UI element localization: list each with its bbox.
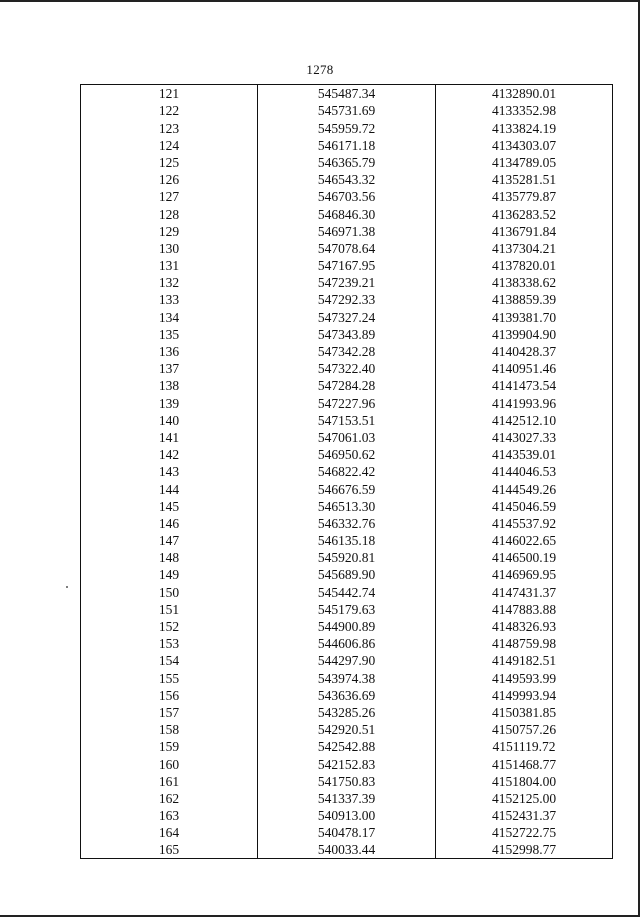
y-coordinate-cell: 4145537.92 [491, 515, 557, 531]
y-coordinate-cell: 4148759.98 [491, 636, 557, 652]
y-coordinate-cell: 4150757.26 [491, 722, 557, 738]
point-number-cell: 163 [81, 807, 258, 824]
table-row [81, 291, 613, 308]
table-row [81, 566, 613, 583]
point-number-cell: 130 [81, 240, 258, 257]
table-row [81, 549, 613, 566]
table-row [81, 119, 613, 136]
point-number-cell: 128 [81, 205, 258, 222]
point-number-cell: 124 [81, 137, 258, 154]
point-number-cell: 162 [81, 790, 258, 807]
table-row [81, 343, 613, 360]
table-row [81, 429, 613, 446]
point-number-cell: 136 [81, 343, 258, 360]
y-coordinate-cell: 4134789.05 [491, 154, 557, 170]
table-row [81, 171, 613, 188]
point-number-cell: 139 [81, 394, 258, 411]
x-coordinate-cell: 542542.88 [258, 738, 436, 755]
y-coordinate-cell: 4152431.37 [491, 808, 557, 824]
table-row [81, 137, 613, 154]
point-number-cell: 143 [81, 463, 258, 480]
y-coordinate-cell: 4133352.98 [491, 103, 557, 119]
table-row [81, 824, 613, 841]
point-number-cell: 148 [81, 549, 258, 566]
point-number-cell: 134 [81, 308, 258, 325]
y-coordinate-cell: 4148326.93 [491, 619, 557, 634]
y-coordinate-cell: 4142512.10 [491, 412, 557, 428]
table-row [81, 205, 613, 222]
y-coordinate-cell: 4135281.51 [491, 172, 557, 188]
x-coordinate-cell: 543974.38 [258, 669, 436, 686]
table-row [81, 360, 613, 377]
table-row [81, 480, 613, 497]
y-coordinate-cell: 4152998.77 [491, 842, 557, 858]
x-coordinate-cell: 546543.32 [258, 171, 436, 188]
x-coordinate-cell: 540913.00 [258, 807, 436, 824]
point-number-cell: 131 [81, 257, 258, 274]
y-coordinate-cell: 4149993.94 [491, 687, 557, 703]
point-number-cell: 153 [81, 635, 258, 652]
x-coordinate-cell: 547327.24 [258, 308, 436, 325]
point-number-cell: 159 [81, 738, 258, 755]
y-coordinate-cell: 4137304.21 [491, 240, 557, 256]
x-coordinate-cell: 546950.62 [258, 446, 436, 463]
x-coordinate-cell: 546135.18 [258, 532, 436, 549]
coordinate-table-body [81, 85, 613, 859]
y-coordinate-cell: 4143539.01 [491, 447, 557, 463]
y-coordinate-cell: 4138859.39 [491, 292, 557, 308]
point-number-cell: 137 [81, 360, 258, 377]
y-coordinate-cell: 4147883.88 [491, 601, 557, 617]
y-coordinate-cell: 4150381.85 [491, 704, 557, 720]
x-coordinate-cell: 546703.56 [258, 188, 436, 205]
x-coordinate-cell: 547239.21 [258, 274, 436, 291]
point-number-cell: 125 [81, 154, 258, 171]
x-coordinate-cell: 547167.95 [258, 257, 436, 274]
table-row [81, 652, 613, 669]
point-number-cell: 145 [81, 498, 258, 515]
table-row [81, 841, 613, 859]
table-row [81, 85, 613, 103]
table-row [81, 790, 613, 807]
point-number-cell: 160 [81, 755, 258, 772]
x-coordinate-cell: 543285.26 [258, 704, 436, 721]
table-row [81, 583, 613, 600]
x-coordinate-cell: 541750.83 [258, 773, 436, 790]
x-coordinate-cell: 547078.64 [258, 240, 436, 257]
x-coordinate-cell: 546513.30 [258, 498, 436, 515]
scan-speck [66, 586, 68, 588]
point-number-cell: 133 [81, 291, 258, 308]
x-coordinate-cell: 544606.86 [258, 635, 436, 652]
y-coordinate-cell: 4143027.33 [491, 429, 557, 445]
table-row [81, 463, 613, 480]
table-row [81, 223, 613, 240]
point-number-cell: 147 [81, 532, 258, 549]
y-coordinate-cell: 4134303.07 [491, 137, 557, 153]
point-number-cell: 141 [81, 429, 258, 446]
y-coordinate-cell: 4151804.00 [491, 773, 557, 789]
x-coordinate-cell: 546846.30 [258, 205, 436, 222]
x-coordinate-cell: 546171.18 [258, 137, 436, 154]
table-row [81, 618, 613, 635]
table-row [81, 704, 613, 721]
x-coordinate-cell: 540033.44 [258, 841, 436, 859]
table-row [81, 274, 613, 291]
y-coordinate-cell: 4152722.75 [491, 825, 557, 841]
y-coordinate-cell: 4132890.01 [491, 86, 557, 102]
x-coordinate-cell: 546676.59 [258, 480, 436, 497]
x-coordinate-cell: 545731.69 [258, 102, 436, 119]
x-coordinate-cell: 542920.51 [258, 721, 436, 738]
y-coordinate-cell: 4147431.37 [491, 584, 557, 600]
point-number-cell: 127 [81, 188, 258, 205]
y-coordinate-cell: 4140428.37 [491, 344, 557, 359]
x-coordinate-cell: 544297.90 [258, 652, 436, 669]
y-coordinate-cell: 4151468.77 [491, 756, 557, 772]
x-coordinate-cell: 547227.96 [258, 394, 436, 411]
x-coordinate-cell: 547292.33 [258, 291, 436, 308]
x-coordinate-cell: 541337.39 [258, 790, 436, 807]
y-coordinate-cell: 4135779.87 [491, 189, 557, 205]
y-coordinate-cell: 4146969.95 [491, 567, 557, 583]
x-coordinate-cell: 547322.40 [258, 360, 436, 377]
x-coordinate-cell: 546822.42 [258, 463, 436, 480]
point-number-cell: 135 [81, 326, 258, 343]
point-number-cell: 165 [81, 841, 258, 859]
y-coordinate-cell: 4136791.84 [491, 223, 557, 239]
x-coordinate-cell: 545179.63 [258, 601, 436, 618]
coordinate-table [80, 84, 613, 859]
point-number-cell: 146 [81, 515, 258, 532]
x-coordinate-cell: 543636.69 [258, 687, 436, 704]
point-number-cell: 126 [81, 171, 258, 188]
point-number-cell: 150 [81, 583, 258, 600]
point-number-cell: 151 [81, 601, 258, 618]
x-coordinate-cell: 545487.34 [258, 85, 436, 103]
point-number-cell: 152 [81, 618, 258, 635]
x-coordinate-cell: 547343.89 [258, 326, 436, 343]
y-coordinate-cell: 4151119.72 [492, 739, 556, 755]
x-coordinate-cell: 547342.28 [258, 343, 436, 360]
x-coordinate-cell: 545689.90 [258, 566, 436, 583]
table-row [81, 394, 613, 411]
table-row [81, 188, 613, 205]
point-number-cell: 156 [81, 687, 258, 704]
table-row [81, 257, 613, 274]
table-row [81, 154, 613, 171]
table-row [81, 721, 613, 738]
point-number-cell: 154 [81, 652, 258, 669]
y-coordinate-cell: 4149593.99 [491, 670, 557, 686]
point-number-cell: 122 [81, 102, 258, 119]
table-row [81, 446, 613, 463]
y-coordinate-cell: 4136283.52 [491, 206, 557, 222]
point-number-cell: 138 [81, 377, 258, 394]
y-coordinate-cell: 4139904.90 [491, 326, 557, 342]
y-coordinate-cell: 4138338.62 [491, 275, 557, 291]
x-coordinate-cell: 542152.83 [258, 755, 436, 772]
table-row [81, 687, 613, 704]
y-coordinate-cell: 4144549.26 [491, 481, 557, 497]
table-row [81, 308, 613, 325]
x-coordinate-cell: 547153.51 [258, 412, 436, 429]
y-coordinate-cell: 4146500.19 [491, 550, 557, 566]
x-coordinate-cell: 547284.28 [258, 377, 436, 394]
point-number-cell: 132 [81, 274, 258, 291]
table-row [81, 532, 613, 549]
y-coordinate-cell: 4137820.01 [491, 258, 557, 274]
x-coordinate-cell: 546365.79 [258, 154, 436, 171]
point-number-cell: 123 [81, 119, 258, 136]
table-row [81, 377, 613, 394]
point-number-cell: 129 [81, 223, 258, 240]
table-row [81, 738, 613, 755]
table-row [81, 635, 613, 652]
x-coordinate-cell: 540478.17 [258, 824, 436, 841]
table-row [81, 669, 613, 686]
point-number-cell: 164 [81, 824, 258, 841]
table-row [81, 412, 613, 429]
point-number-cell: 144 [81, 480, 258, 497]
y-coordinate-cell: 4140951.46 [491, 361, 557, 377]
table-row [81, 102, 613, 119]
table-row [81, 515, 613, 532]
point-number-cell: 155 [81, 669, 258, 686]
y-coordinate-cell: 4144046.53 [491, 464, 557, 480]
table-row [81, 755, 613, 772]
x-coordinate-cell: 545959.72 [258, 119, 436, 136]
point-number-cell: 142 [81, 446, 258, 463]
y-coordinate-cell: 4152125.00 [491, 790, 557, 806]
x-coordinate-cell: 546971.38 [258, 223, 436, 240]
point-number-cell: 121 [81, 85, 258, 103]
y-coordinate-cell: 4149182.51 [491, 653, 557, 669]
y-coordinate-cell: 4146022.65 [491, 533, 557, 549]
y-coordinate-cell: 4139381.70 [491, 309, 557, 325]
table-row [81, 807, 613, 824]
x-coordinate-cell: 544900.89 [258, 618, 436, 635]
point-number-cell: 157 [81, 704, 258, 721]
point-number-cell: 161 [81, 773, 258, 790]
table-row [81, 601, 613, 618]
table-row [81, 773, 613, 790]
point-number-cell: 149 [81, 566, 258, 583]
y-coordinate-cell: 4141473.54 [491, 378, 557, 394]
scan-border-top [0, 0, 640, 2]
y-coordinate-cell: 4133824.19 [491, 120, 557, 136]
point-number-cell: 158 [81, 721, 258, 738]
table-row [81, 498, 613, 515]
x-coordinate-cell: 547061.03 [258, 429, 436, 446]
x-coordinate-cell: 545442.74 [258, 583, 436, 600]
table-row [81, 240, 613, 257]
y-coordinate-cell: 4141993.96 [491, 395, 557, 411]
x-coordinate-cell: 545920.81 [258, 549, 436, 566]
y-coordinate-cell: 4145046.59 [491, 498, 557, 514]
x-coordinate-cell: 546332.76 [258, 515, 436, 532]
table-row [81, 326, 613, 343]
point-number-cell: 140 [81, 412, 258, 429]
page-number: 1278 [306, 62, 334, 77]
